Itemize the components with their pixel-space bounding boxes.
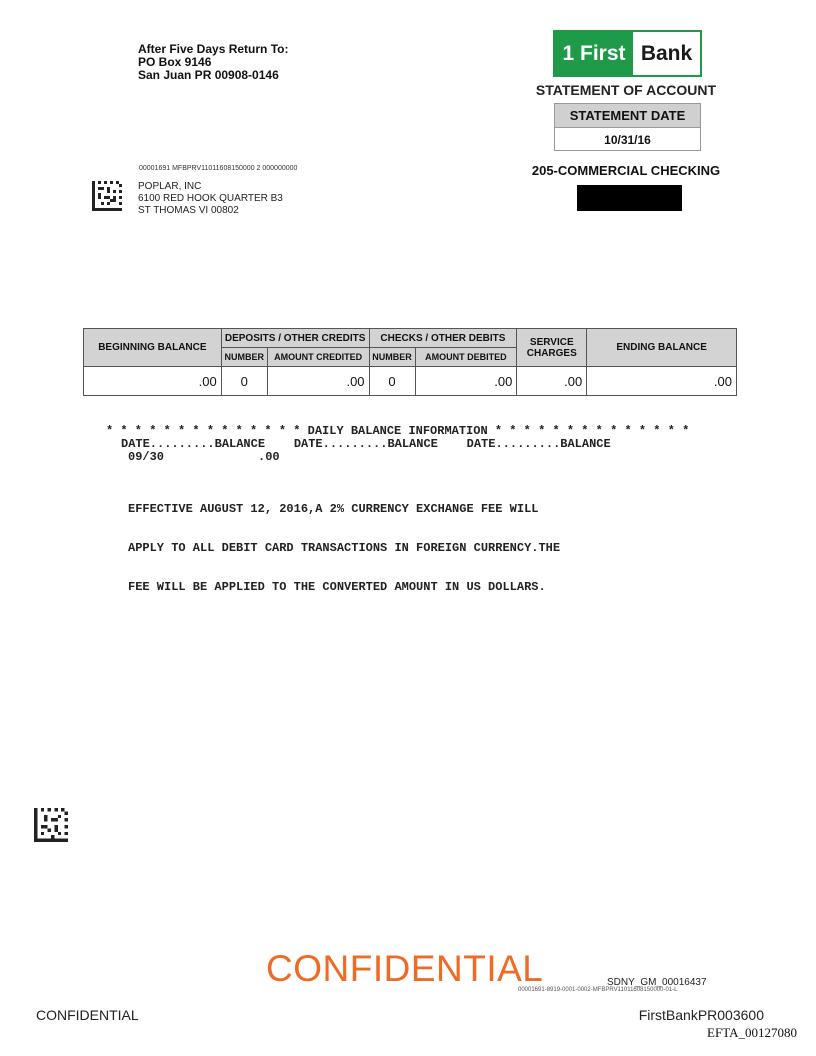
statement-title: STATEMENT OF ACCOUNT <box>535 82 717 98</box>
value-service-charges: .00 <box>517 367 587 396</box>
header-amount-credited: AMOUNT CREDITED <box>267 348 369 367</box>
redaction-bar <box>577 185 682 211</box>
mail-code: 00001691 MFBPRV11011608150000 2 000000000 <box>139 165 298 172</box>
bates-number: SDNY_GM_00016437 <box>607 977 707 988</box>
header-deposits: DEPOSITS / OTHER CREDITS <box>221 329 369 348</box>
header-amount-debited: AMOUNT DEBITED <box>415 348 517 367</box>
header-ending-balance: ENDING BALANCE <box>587 329 737 367</box>
account-summary-table <box>83 328 737 396</box>
return-line-2: PO Box 9146 <box>138 55 212 69</box>
mailing-address <box>138 181 283 217</box>
confidential-stamp: CONFIDENTIAL <box>266 948 544 989</box>
value-beginning-balance: .00 <box>84 367 222 396</box>
value-amount-debited: .00 <box>415 367 517 396</box>
value-deposit-number: 0 <box>221 367 267 396</box>
address-name: POPLAR, INC <box>138 181 202 192</box>
header-deposit-number: NUMBER <box>221 348 267 367</box>
header-check-number: NUMBER <box>369 348 415 367</box>
statement-date-box <box>554 103 701 151</box>
header-beginning-balance: BEGINNING BALANCE <box>84 329 222 367</box>
notice-line-3: FEE WILL BE APPLIED TO THE CONVERTED AMOUNT IN US DOLLARS. <box>128 580 546 594</box>
header-checks: CHECKS / OTHER DEBITS <box>369 329 517 348</box>
barcode-icon <box>92 181 122 211</box>
statement-date-value: 10/31/16 <box>604 132 651 147</box>
address-city: ST THOMAS VI 00802 <box>138 205 239 216</box>
notice-line-2: APPLY TO ALL DEBIT CARD TRANSACTIONS IN FOREIGN CURRENCY.THE <box>128 541 561 555</box>
daily-balance-amount: .00 <box>258 450 280 464</box>
return-address <box>138 43 288 82</box>
daily-balance-columns: DATE.........BALANCE DATE.........BALANCE DATE.........BALANCE <box>121 437 611 451</box>
barcode-icon <box>34 808 68 842</box>
daily-balance-title: * * * * * * * * * * * * * * DAILY BALANCE INFORMATION * * * * * * * * * * * * * * <box>106 424 690 438</box>
account-type: 205-COMMERCIAL CHECKING <box>531 163 721 178</box>
return-line-3: San Juan PR 00908-0146 <box>138 68 279 82</box>
value-amount-credited: .00 <box>267 367 369 396</box>
address-street: 6100 RED HOOK QUARTER B3 <box>138 193 283 204</box>
confidential-label: CONFIDENTIAL <box>36 1007 139 1023</box>
logo-first: 1 First <box>555 32 633 75</box>
daily-balance-date: 09/30 <box>128 450 165 464</box>
notice-line-1: EFFECTIVE AUGUST 12, 2016,A 2% CURRENCY EXCHANGE FEE WILL <box>128 502 539 516</box>
value-check-number: 0 <box>369 367 415 396</box>
statement-date-label: STATEMENT DATE <box>555 104 700 128</box>
firstbank-logo <box>553 30 702 77</box>
document-id: 00001691-8919-0001-0002-MFBPRV11011608150000-01-L <box>518 987 678 993</box>
firstbank-code: FirstBankPR003600 <box>638 1007 764 1023</box>
value-ending-balance: .00 <box>587 367 737 396</box>
return-line-1: After Five Days Return To: <box>138 42 289 56</box>
efta-number: EFTA_00127080 <box>707 1025 797 1040</box>
fee-notice <box>128 477 560 607</box>
logo-bank: Bank <box>633 32 700 75</box>
header-service-charges: SERVICE CHARGES <box>517 329 587 367</box>
